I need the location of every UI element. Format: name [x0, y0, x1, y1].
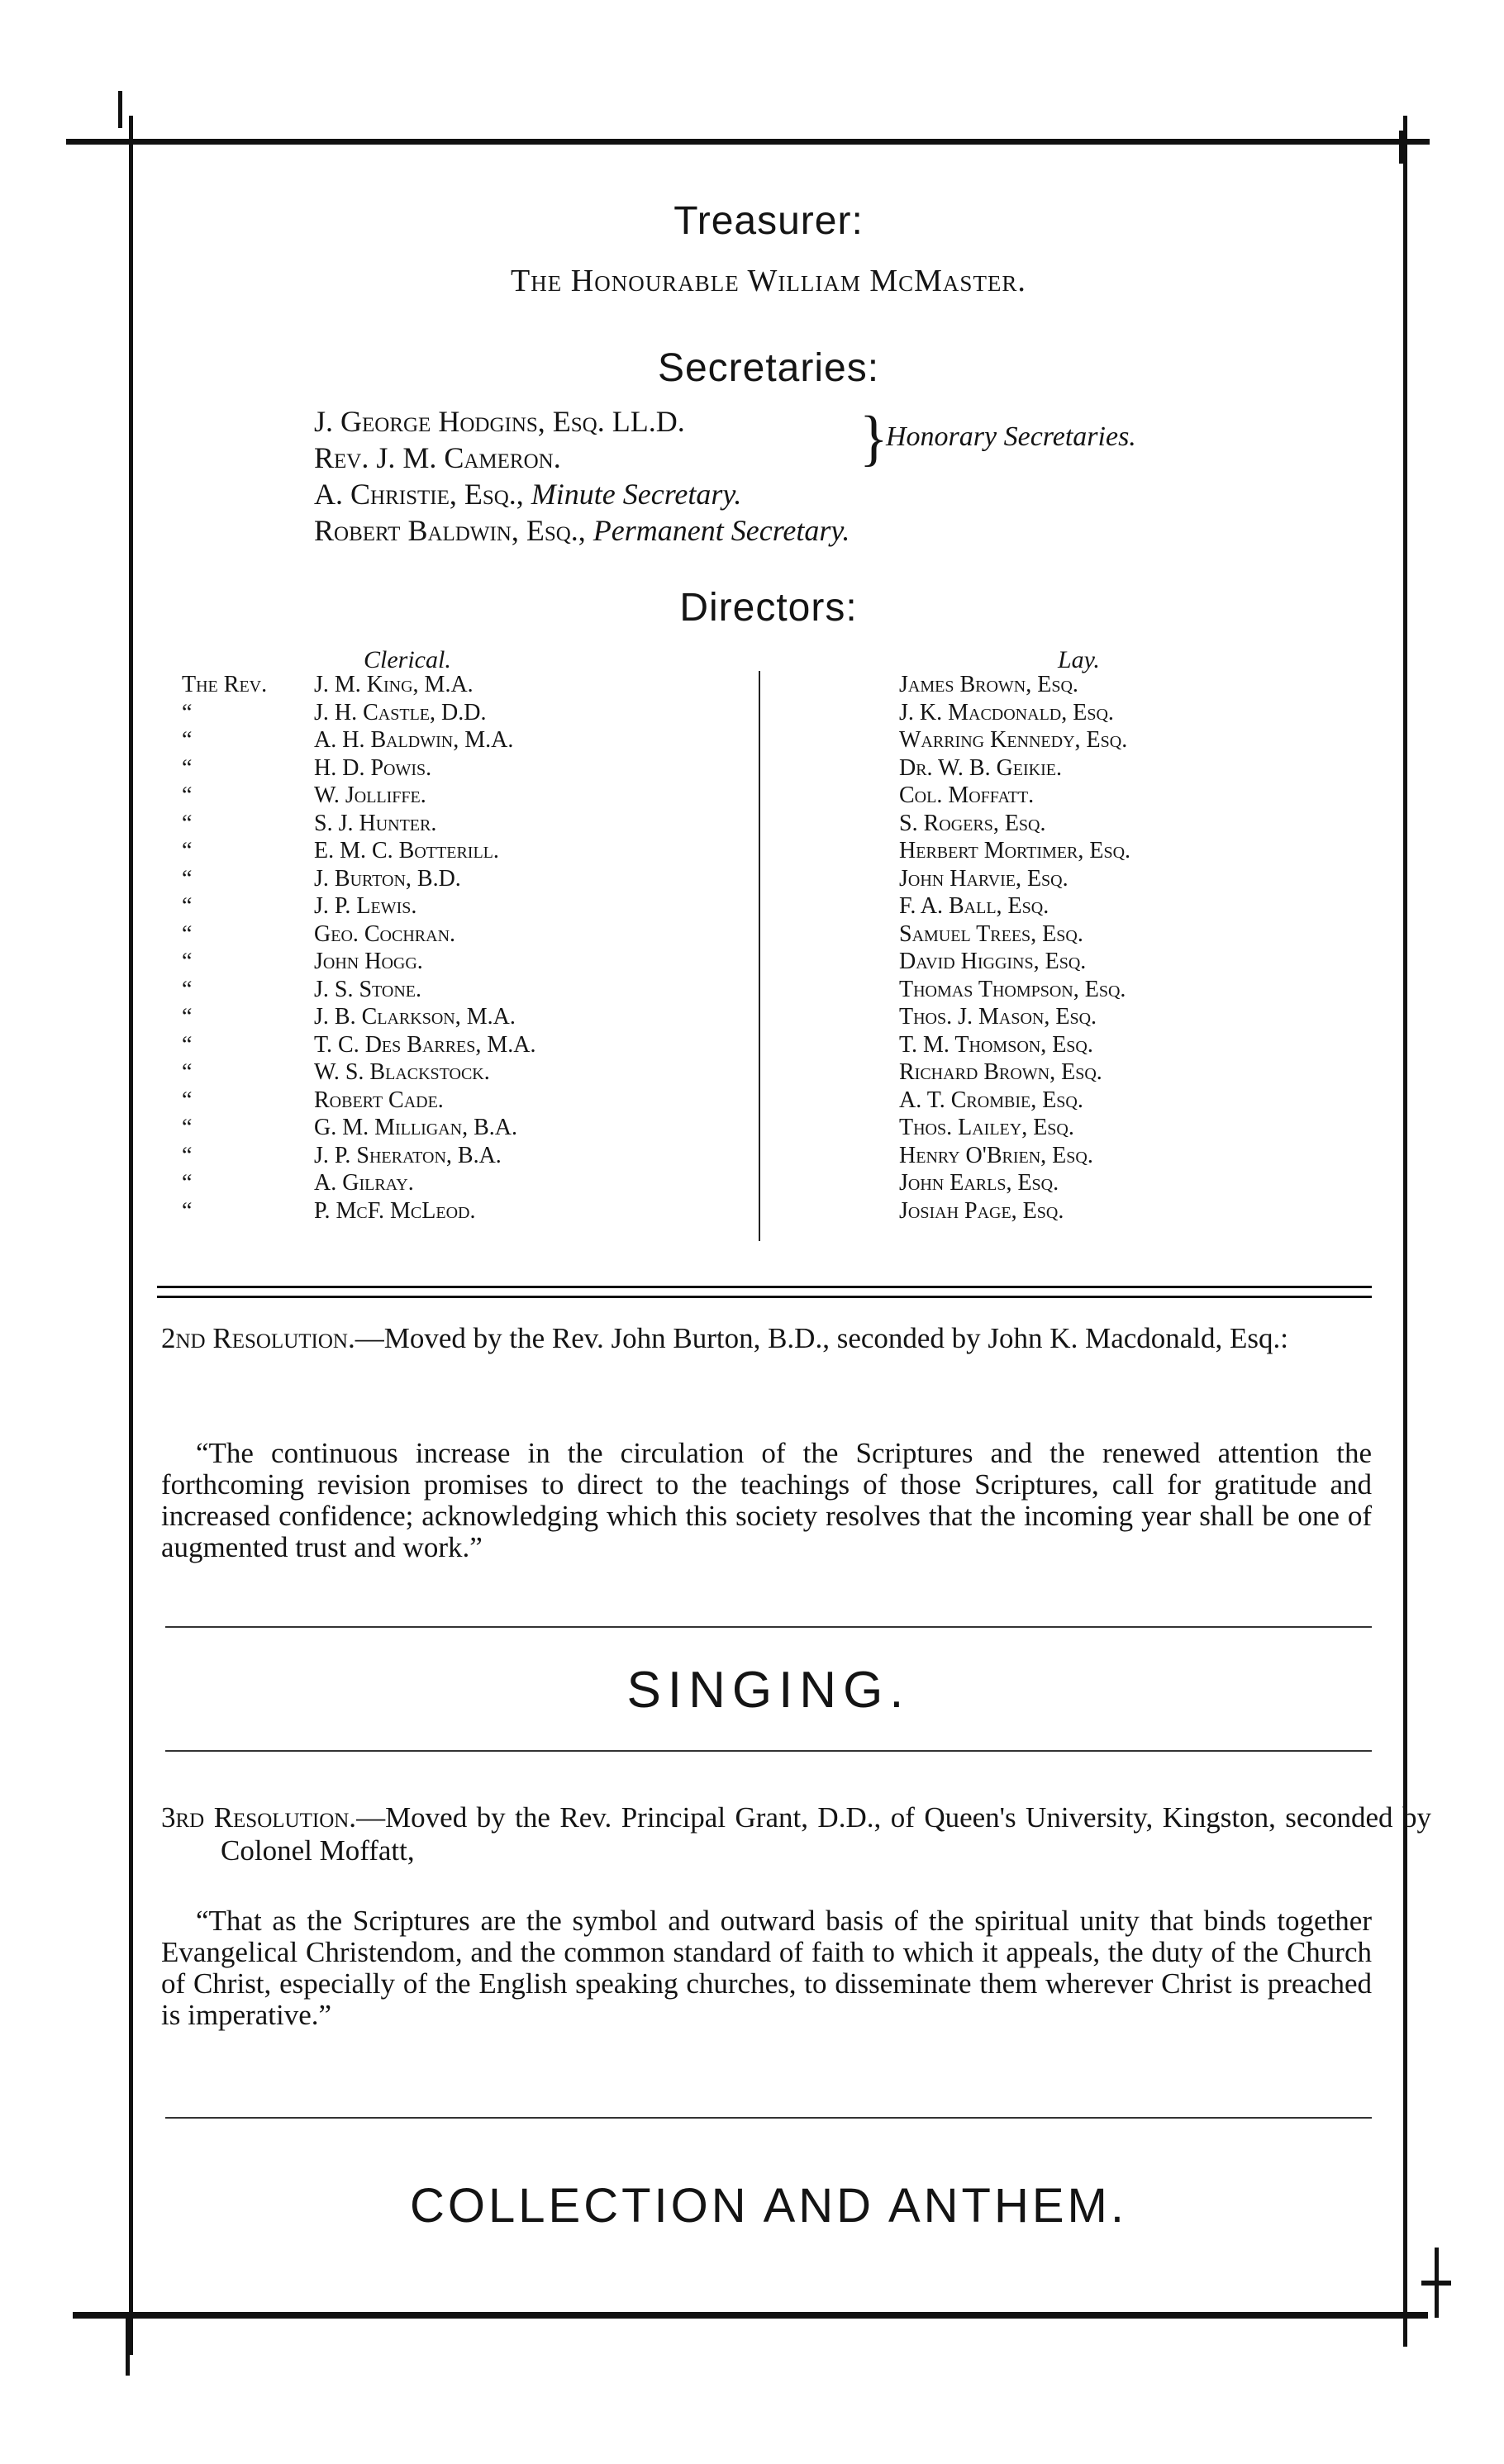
- lay-director: James Brown, Esq.: [899, 672, 1078, 697]
- lay-director: Warring Kennedy, Esq.: [899, 727, 1128, 753]
- lay-director: John Earls, Esq.: [899, 1170, 1059, 1196]
- clerical-director: W. S. Blackstock.: [314, 1059, 490, 1085]
- secretary-line: J. George Hodgins, Esq. LL.D.: [314, 405, 685, 438]
- clerical-director: J. Burton, B.D.: [314, 865, 461, 892]
- second-resolution-mover-text: —Moved by the Rev. John Burton, B.D., seconded by John K. Macdonald, Esq.:: [355, 1322, 1288, 1354]
- lay-director: Josiah Page, Esq.: [899, 1197, 1064, 1224]
- clerical-prefix: “: [182, 1059, 193, 1085]
- clerical-directors-list: [314, 671, 536, 1225]
- top-border-rule: [66, 139, 1430, 145]
- clerical-director: J. H. Castle, D.D.: [314, 699, 487, 725]
- secretary-line: Rev. J. M. Cameron.: [314, 441, 561, 474]
- corner-mark: [118, 91, 122, 128]
- lay-director: Thos. J. Mason, Esq.: [899, 1004, 1097, 1030]
- clerical-prefix: “: [182, 1115, 193, 1140]
- left-border-rule: [129, 116, 133, 2355]
- corner-mark: [126, 2318, 130, 2376]
- directors-heading: Directors:: [679, 586, 858, 630]
- lay-director: John Harvie, Esq.: [899, 865, 1069, 892]
- clerical-prefix: “: [182, 976, 193, 1002]
- lay-director: T. M. Thomson, Esq.: [899, 1031, 1093, 1058]
- clerical-director: G. M. Milligan, B.A.: [314, 1115, 517, 1140]
- second-resolution-quote: “The continuous increase in the circulation of the Scriptures and the renewed attention the forthcoming revision promises to direct to the teachings of those Scriptures, call for gratitude and increased confidence; acknowledging which this society resolves that the incoming year shall be one of augmented trust and work.”: [161, 1437, 1372, 1563]
- clerical-prefix: “: [182, 865, 193, 892]
- clerical-prefix: “: [182, 920, 193, 947]
- clerical-prefix: “: [182, 727, 193, 753]
- third-resolution-mover: [161, 1801, 1431, 1867]
- corner-mark: [1421, 2281, 1451, 2286]
- clerical-prefix: “: [182, 838, 193, 863]
- clerical-prefix: “: [182, 893, 193, 919]
- clerical-prefix-column: [182, 671, 267, 1225]
- clerical-prefix: “: [182, 1170, 193, 1196]
- lay-director: David Higgins, Esq.: [899, 949, 1087, 974]
- clerical-director: J. B. Clarkson, M.A.: [314, 1004, 516, 1030]
- clerical-director: T. C. Des Barres, M.A.: [314, 1031, 536, 1058]
- clerical-prefix: “: [182, 699, 193, 725]
- lay-directors-list: [899, 671, 1130, 1225]
- permanent-secretary-name: Robert Baldwin, Esq.,: [314, 514, 586, 547]
- permanent-secretary-line: [314, 512, 850, 549]
- lay-director: Samuel Trees, Esq.: [899, 920, 1083, 947]
- permanent-secretary-role: Permanent Secretary.: [593, 514, 850, 547]
- clerical-director: P. McF. McLeod.: [314, 1197, 476, 1224]
- secretaries-heading: Secretaries:: [657, 346, 880, 390]
- minute-secretary-role: Minute Secretary.: [531, 478, 742, 511]
- right-border-rule: [1403, 116, 1407, 2347]
- section-rule: [165, 2117, 1372, 2119]
- clerical-director: J. P. Sheraton, B.A.: [314, 1142, 502, 1168]
- clerical-prefix: “: [182, 1142, 193, 1168]
- lay-director: J. K. Macdonald, Esq.: [899, 699, 1114, 725]
- second-resolution-mover: [161, 1322, 1431, 1355]
- clerical-director: Robert Cade.: [314, 1087, 444, 1113]
- lay-director: Thomas Thompson, Esq.: [899, 976, 1126, 1002]
- minute-secretary-name: A. Christie, Esq.,: [314, 478, 524, 511]
- clerical-director: J. M. King, M.A.: [314, 672, 474, 697]
- third-resolution-title: 3rd Resolution.: [161, 1801, 357, 1834]
- singing-heading: SINGING.: [626, 1662, 911, 1719]
- clerical-director: J. P. Lewis.: [314, 893, 417, 919]
- column-divider: [759, 671, 760, 1241]
- honorary-secretaries-label: Honorary Secretaries.: [886, 421, 1136, 452]
- clerical-director: John Hogg.: [314, 949, 423, 974]
- clerical-director: W. Jolliffe.: [314, 782, 426, 808]
- clerical-prefix: “: [182, 949, 193, 974]
- clerical-prefix: “: [182, 810, 193, 836]
- section-rule: [165, 1750, 1372, 1752]
- clerical-director: A. H. Baldwin, M.A.: [314, 727, 514, 753]
- collection-heading: COLLECTION AND ANTHEM.: [410, 2179, 1127, 2233]
- bottom-border-rule: [73, 2312, 1428, 2319]
- clerical-director: E. M. C. Botterill.: [314, 838, 499, 863]
- lay-director: Thos. Lailey, Esq.: [899, 1115, 1074, 1140]
- minute-secretary-line: [314, 476, 850, 512]
- lay-director: Col. Moffatt.: [899, 782, 1035, 808]
- brace-glyph: }: [859, 403, 888, 473]
- clerical-prefix: “: [182, 782, 193, 808]
- third-resolution-quote: “That as the Scriptures are the symbol and outward basis of the spiritual unity that binds together Evangelical Christendom, and the common standard of faith to which it appeals, the duty of the Church of Christ, especially of the English speaking churches, to disseminate them wherever Christ is preached is imperative.”: [161, 1905, 1372, 2031]
- lay-director: Herbert Mortimer, Esq.: [899, 838, 1131, 863]
- clerical-prefix: “: [182, 1031, 193, 1058]
- clerical-prefix: “: [182, 1004, 193, 1030]
- third-resolution-mover-text: —Moved by the Rev. Principal Grant, D.D., of Queen's University, Kingston, seconded by Colonel Moffatt,: [221, 1801, 1432, 1867]
- clerical-prefix: “: [182, 754, 193, 781]
- clerical-heading: Clerical.: [364, 646, 451, 673]
- lay-heading: Lay.: [1058, 646, 1100, 673]
- lay-director: Henry O'Brien, Esq.: [899, 1142, 1093, 1168]
- second-resolution-title: 2nd Resolution.: [161, 1322, 355, 1354]
- lay-director: Dr. W. B. Geikie.: [899, 754, 1063, 781]
- clerical-director: Geo. Cochran.: [314, 920, 456, 947]
- clerical-prefix: The Rev.: [182, 672, 268, 697]
- treasurer-heading: Treasurer:: [673, 199, 864, 243]
- secretaries-list: [314, 403, 850, 549]
- double-rule-top: [157, 1286, 1372, 1288]
- lay-director: A. T. Crombie, Esq.: [899, 1087, 1083, 1113]
- lay-director: S. Rogers, Esq.: [899, 810, 1046, 836]
- section-rule: [165, 1626, 1372, 1628]
- clerical-director: J. S. Stone.: [314, 976, 421, 1002]
- lay-director: Richard Brown, Esq.: [899, 1059, 1102, 1085]
- clerical-prefix: “: [182, 1197, 193, 1224]
- lay-director: F. A. Ball, Esq.: [899, 893, 1049, 919]
- clerical-prefix: “: [182, 1087, 193, 1113]
- double-rule-bottom: [157, 1296, 1372, 1298]
- clerical-director: S. J. Hunter.: [314, 810, 437, 836]
- treasurer-name: The Honourable William McMaster.: [511, 264, 1026, 298]
- clerical-director: H. D. Powis.: [314, 754, 432, 781]
- corner-mark: [1399, 131, 1404, 164]
- clerical-director: A. Gilray.: [314, 1170, 414, 1196]
